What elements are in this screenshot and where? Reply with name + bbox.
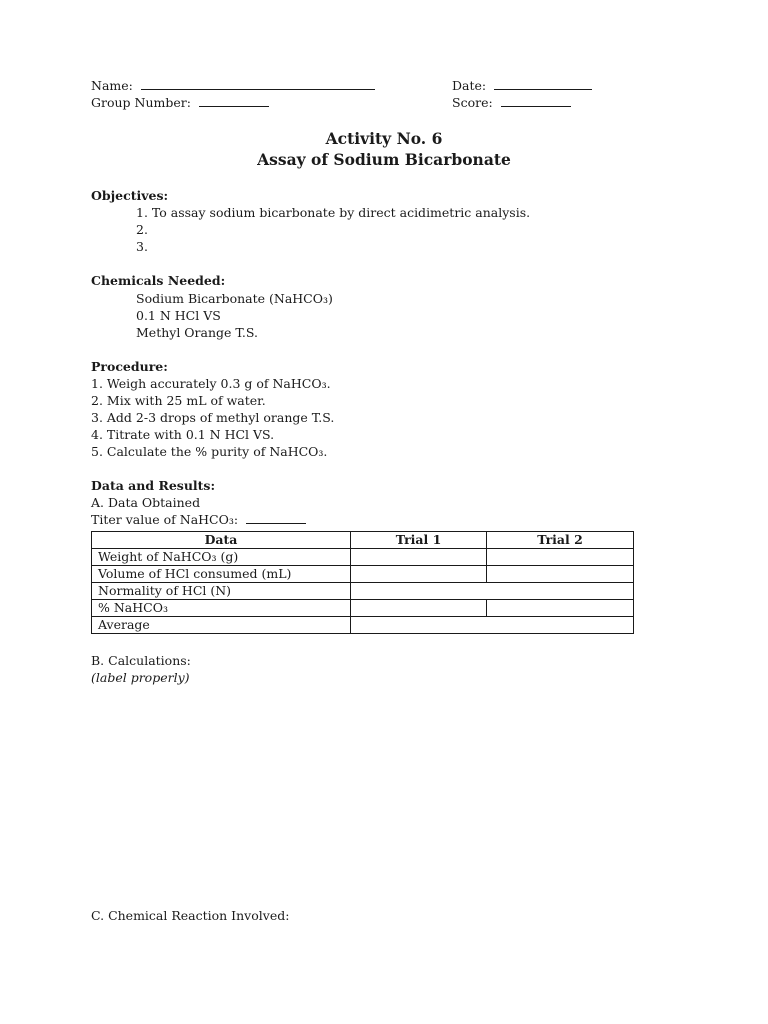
activity-title: Activity No. 6 [325, 129, 443, 148]
label-note: (label properly) [91, 670, 190, 685]
procedure-step: 3. Add 2-3 drops of methyl orange T.S. [91, 410, 335, 425]
row-label: Normality of HCl (N) [92, 583, 351, 600]
procedure-step: 4. Titrate with 0.1 N HCl VS. [91, 427, 275, 442]
group-blank[interactable] [199, 96, 269, 107]
merged-value-cell[interactable] [351, 617, 634, 634]
table-row [92, 566, 634, 583]
score-blank[interactable] [501, 96, 571, 107]
trial-2-cell[interactable] [487, 566, 634, 583]
name-label: Name: [91, 78, 133, 93]
name-field [91, 78, 375, 93]
merged-value-cell[interactable] [351, 583, 634, 600]
group-field [91, 95, 269, 110]
results-heading: Data and Results: [91, 478, 216, 493]
chemical-item: Sodium Bicarbonate (NaHCO₃) [136, 291, 333, 306]
name-blank[interactable] [141, 79, 375, 90]
score-field [452, 95, 571, 110]
group-label: Group Number: [91, 95, 191, 110]
trial-1-cell[interactable] [351, 549, 487, 566]
date-label: Date: [452, 78, 487, 93]
objectives-heading: Objectives: [91, 188, 169, 203]
section-a-label: A. Data Obtained [91, 495, 201, 510]
date-blank[interactable] [494, 79, 592, 90]
row-label: Volume of HCl consumed (mL) [92, 566, 351, 583]
data-table [91, 531, 634, 634]
trial-2-cell[interactable] [487, 549, 634, 566]
column-header-trial-1: Trial 1 [351, 532, 487, 549]
trial-1-cell[interactable] [351, 566, 487, 583]
section-b-label: B. Calculations: [91, 653, 191, 668]
procedure-step: 5. Calculate the % purity of NaHCO₃. [91, 444, 328, 459]
score-label: Score: [452, 95, 493, 110]
row-label: Average [92, 617, 351, 634]
column-header-data: Data [92, 532, 351, 549]
trial-2-cell[interactable] [487, 600, 634, 617]
chemical-item: 0.1 N HCl VS [136, 308, 221, 323]
trial-1-cell[interactable] [351, 600, 487, 617]
table-row [92, 617, 634, 634]
procedure-step: 1. Weigh accurately 0.3 g of NaHCO₃. [91, 376, 331, 391]
procedure-step: 2. Mix with 25 mL of water. [91, 393, 266, 408]
row-label: % NaHCO₃ [92, 600, 351, 617]
table-header-row [92, 532, 634, 549]
objective-item: 2. [136, 222, 148, 237]
objective-item: 3. [136, 239, 148, 254]
table-row [92, 583, 634, 600]
table-row [92, 600, 634, 617]
titer-field [91, 512, 306, 527]
row-label: Weight of NaHCO₃ (g) [92, 549, 351, 566]
activity-subtitle: Assay of Sodium Bicarbonate [257, 150, 511, 169]
objective-item: 1. To assay sodium bicarbonate by direct acidimetric analysis. [136, 205, 531, 220]
column-header-trial-2: Trial 2 [487, 532, 634, 549]
chemical-item: Methyl Orange T.S. [136, 325, 258, 340]
section-c-label: C. Chemical Reaction Involved: [91, 908, 290, 923]
procedure-heading: Procedure: [91, 359, 168, 374]
titer-label: Titer value of NaHCO₃: [91, 512, 239, 527]
date-field [452, 78, 592, 93]
chemicals-heading: Chemicals Needed: [91, 273, 226, 288]
titer-blank[interactable] [246, 513, 306, 524]
table-row [92, 549, 634, 566]
